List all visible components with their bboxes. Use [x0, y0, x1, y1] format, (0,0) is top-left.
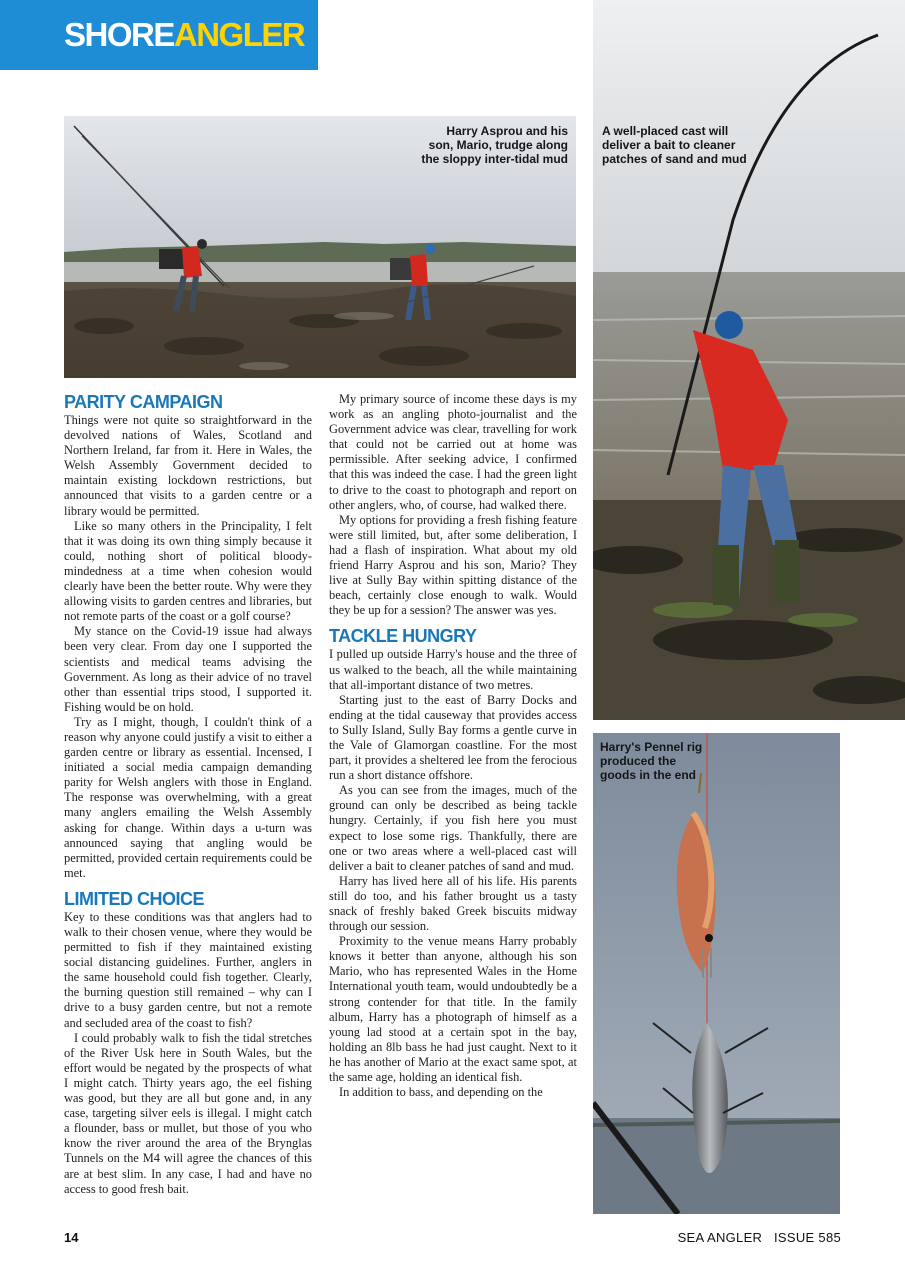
body-paragraph: Key to these conditions was that anglers had to walk to their chosen venue, where they would be permitted to fish if they maintained existing social distancing guidelines. Further, anglers in the same household could fish together. Clearly, the burning question still remained – why can I drive to a busy garden centre, but not a remote and secluded area of the coast to fish? [64, 909, 312, 1030]
magazine-issue [678, 1230, 841, 1245]
body-paragraph: Harry has lived here all of his life. His parents still do too, and his father brought us a tasty snack of freshly baked Greek biscuits midway through our session. [329, 873, 577, 934]
body-paragraph: Like so many others in the Principality, I felt that it was doing its own thing simply because it could, nothing short of political bloody-mindedness at a time when cohesion would clearly have been the better route. Why were they allowing visits to garden centres and libraries, but not remote parts of the coast or a golf course? [64, 518, 312, 624]
section-title [64, 18, 304, 51]
body-paragraph: I could probably walk to fish the tidal stretches of the River Usk here in South Wales, but the effort would be negated by the prospects of what I might catch. Thirty years ago, the eel fishing was good, but they are all but gone and, in any case, targeting silver eels is illegal. I might catch a flounder, bass or mullet, but those of you who know the river around the area of the Brynglas Tunnels on the M4 will agree the chances of this are at best slim. In any case, I had and have no access to good fresh bait. [64, 1030, 312, 1196]
section-heading: LIMITED CHOICE [64, 888, 204, 909]
body-paragraph: Proximity to the venue means Harry probably knows it better than anyone, although his son Mario, who has represented Wales in the Home International youth team, would undoubtedly be a strong contender for that title. In the family album, Harry has a photograph of himself as a young lad stood at a certain spot in the bay, holding an 8lb bass he had just caught. Next to it he has another of Mario at the exact same spot, at the same age, holding an identical fish. [329, 934, 577, 1085]
body-paragraph: My stance on the Covid-19 issue had always been very clear. From day one I supported the scientists and medical teams advising the Government. As long as their advice of no travel other than essential trips stood, I supported it. Fishing would be on hold. [64, 624, 312, 714]
section-banner [0, 0, 318, 70]
casting-caption: A well-placed cast will deliver a bait to cleaner patches of sand and mud [602, 124, 747, 166]
body-paragraph: Try as I might, though, I couldn't think of a reason why anyone could justify a visit to either a garden centre or library as essential. Incensed, I initiated a social media campaign demanding parity for Welsh anglers with those in England. The response was overwhelming, with a great many anglers emailing the Welsh Assembly asking for change. Within days a u-turn was announced saying that angling would be permitted, provided certain requirements could be met. [64, 714, 312, 880]
rig-photo-illustration [593, 733, 840, 1214]
body-paragraph: Starting just to the east of Barry Docks and ending at the tidal causeway that provides access to Sully Island, Sully Bay forms a gentle curve in the Vale of Glamorgan coastline. For the most part, it provides a sheltered lee from the ferocious run a short distance offshore. [329, 692, 577, 783]
body-paragraph: As you can see from the images, much of the ground can only be described as being tackle hungry. Certainly, if you fish here you must expect to lose some rigs. Thankfully, there are one or two areas where a well-placed cast will deliver a bait to cleaner patches of sand and mud. [329, 783, 577, 873]
body-paragraph: My primary source of income these days is my work as an angling photo-journalist and the Government advice was clear, travelling for work that could not be carried out at home was permissible. After seeking advice, I confirmed that this was indeed the case. I had the green light to drive to the coast to photograph and report on other anglers, who, of course, had walked there. [329, 392, 577, 512]
section-title-word1: SHORE [64, 16, 174, 53]
section-title-word2: ANGLER [173, 16, 305, 53]
section-heading: PARITY CAMPAIGN [64, 392, 223, 412]
magazine-name: SEA ANGLER [677, 1230, 763, 1245]
casting-photo-illustration [593, 0, 905, 720]
mudflat-caption: Harry Asprou and his son, Mario, trudge along the sloppy inter-tidal mud [421, 124, 568, 166]
body-paragraph: Things were not quite so straightforward in the devolved nations of Wales, Scotland and Northern Ireland, far from it. Here in Wales, the Welsh Assembly Government decided to maintain existing lockdown restrictions, but announced that visits to a garden centre or a library would be permitted. [64, 413, 312, 518]
page-number: 14 [64, 1230, 79, 1245]
body-paragraph: In addition to bass, and depending on the [339, 1085, 543, 1100]
issue-number: ISSUE 585 [773, 1230, 841, 1245]
body-paragraph: My options for providing a fresh fishing feature were still limited, but, after some deliberation, I had a flash of inspiration. What about my old friend Harry Asprou and his son, Mario? They live at Sully Bay within spitting distance of the beach, certainly close enough to walk. Would they be up for a session? The answer was yes. [329, 512, 577, 618]
casting-photo [593, 0, 905, 720]
rig-photo [593, 733, 840, 1214]
rig-caption: Harry's Pennel rig produced the goods in the end [600, 740, 703, 782]
text-column-2 [329, 392, 577, 1100]
section-heading: TACKLE HUNGRY [329, 626, 477, 647]
text-column-1 [64, 390, 312, 1197]
body-paragraph: I pulled up outside Harry's house and the three of us walked to the beach, all the while maintaining that all-important distance of two metres. [329, 647, 577, 692]
